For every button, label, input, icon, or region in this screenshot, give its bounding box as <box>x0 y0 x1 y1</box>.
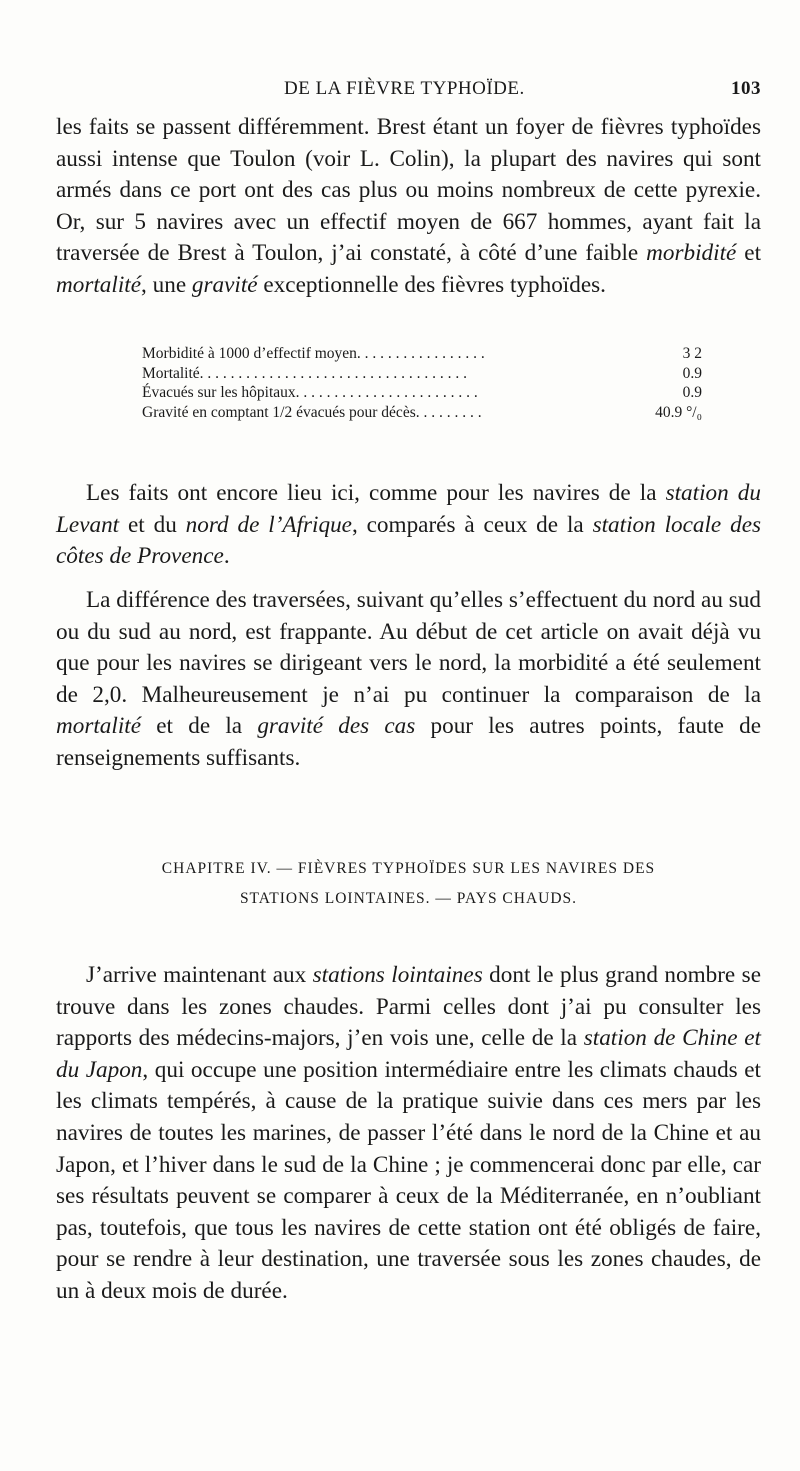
chapter-heading <box>56 854 761 914</box>
stat-row <box>142 344 702 364</box>
paragraph-stations <box>56 478 761 573</box>
italic-term: nord de l’Afrique <box>185 511 352 538</box>
stat-value: 0.9 <box>682 384 702 401</box>
stat-label: Évacués sur les hôpitaux. . . . . . . . . . . . . . . . . . . . . . . . <box>142 384 478 401</box>
text-span: exceptionnelle des fièvres typhoïdes. <box>257 271 606 298</box>
stat-value: 40.9 °/₀ <box>655 403 702 421</box>
text-span: et du <box>119 511 186 538</box>
page-number: 103 <box>731 78 761 99</box>
text-span: Les faits ont encore lieu ici, comme pour les navires de la <box>86 480 666 506</box>
text-span: et de la <box>141 713 258 740</box>
text-span: et <box>736 240 762 267</box>
stat-label: Gravité en comptant 1/2 évacués pour décès. . . . . . . . . <box>142 403 482 421</box>
stat-row <box>142 364 702 384</box>
italic-term: mortalité <box>56 271 142 298</box>
text-span: , comparés à ceux de la <box>351 511 593 538</box>
text-span: . <box>223 543 230 570</box>
stat-label: Morbidité à 1000 d’effectif moyen. . . . . . . . . . . . . . . . . <box>142 345 485 362</box>
italic-term: station locale des côtes de Provence <box>56 511 762 570</box>
stat-row <box>142 403 702 423</box>
stat-label: Mortalité. . . . . . . . . . . . . . . . . . . . . . . . . . . . . . . . . . . <box>142 364 468 382</box>
text-span: pour les autres points, faute de renseignements suffisants. <box>56 713 762 771</box>
paragraph-traversees <box>56 585 761 775</box>
text-span: les faits se passent différemment. Brest étant un foyer de fièvres typhoïdes aussi intense que Toulon (voir L. Colin), la plupart des navires qui sont armés dans ce port ont des cas plus ou moins nombreux de cette pyrexie. Or, sur 5 navires avec un effectif moyen de 667 hommes, ayant fait la traversée de Brest à Toulon, j’ai constaté, à côté d’une faible <box>56 114 761 267</box>
running-header <box>56 78 761 104</box>
italic-term: stations lointaines <box>312 962 483 988</box>
italic-term: morbidité <box>646 240 737 267</box>
text-span: , qui occupe une position intermédiaire entre les climats chauds et les climats tempérés, à cause de la pratique suivie dans ces mers par les navires de toutes les marines, de passer l’été dans le nord de la Chine et au Japon, et l’hiver dans le sud de la Chine ; je commencerai donc par elle, car ses résultats peuvent se comparer à ceux de la Méditerranée, en n’oubliant pas, toutefois, que tous les navires de cette station ont été obligés de faire, pour se rendre à leur destination, une traversée sous les zones chaudes, de un à deux mois de durée. <box>56 1056 761 1304</box>
italic-term: gravité des cas <box>257 713 416 740</box>
paragraph-stations-lointaines <box>56 960 761 1308</box>
stat-value: 0.9 <box>682 364 702 382</box>
italic-term: gravité <box>191 271 258 298</box>
italic-term: mortalité <box>56 713 142 740</box>
chapter-heading-line: STATIONS LOINTAINES. — PAYS CHAUDS. <box>239 890 578 907</box>
italic-term: station du Levant <box>56 480 761 538</box>
running-title: DE LA FIÈVRE TYPHOÏDE. <box>284 78 525 99</box>
statistics-table <box>142 344 702 422</box>
text-span: dont le plus grand nombre se trouve dans les zones chaudes. Parmi celles dont j’ai pu consulter les rapports des médecins-majors, j’en vois une, celle de la <box>56 962 761 1052</box>
italic-term: station de Chine et du Japon <box>56 1025 761 1083</box>
paragraph-brest <box>56 112 761 302</box>
text-span: La différence des traversées, suivant qu’elles s’effectuent du nord au sud ou du sud au nord, est frappante. Au début de cet article on avait déjà vu que pour les navires se dirigeant vers le nord, la morbidité a été seulement de 2,0. Malheureusement je n’ai pu continuer la comparaison de la <box>56 587 761 708</box>
text-span: , une <box>141 271 192 298</box>
chapter-heading-line: CHAPITRE IV. — FIÈVRES TYPHOÏDES SUR LES NAVIRES DES <box>161 860 656 877</box>
text-span: J’arrive maintenant aux <box>86 962 313 988</box>
stat-row <box>142 383 702 403</box>
stat-value: 3 2 <box>682 345 702 362</box>
